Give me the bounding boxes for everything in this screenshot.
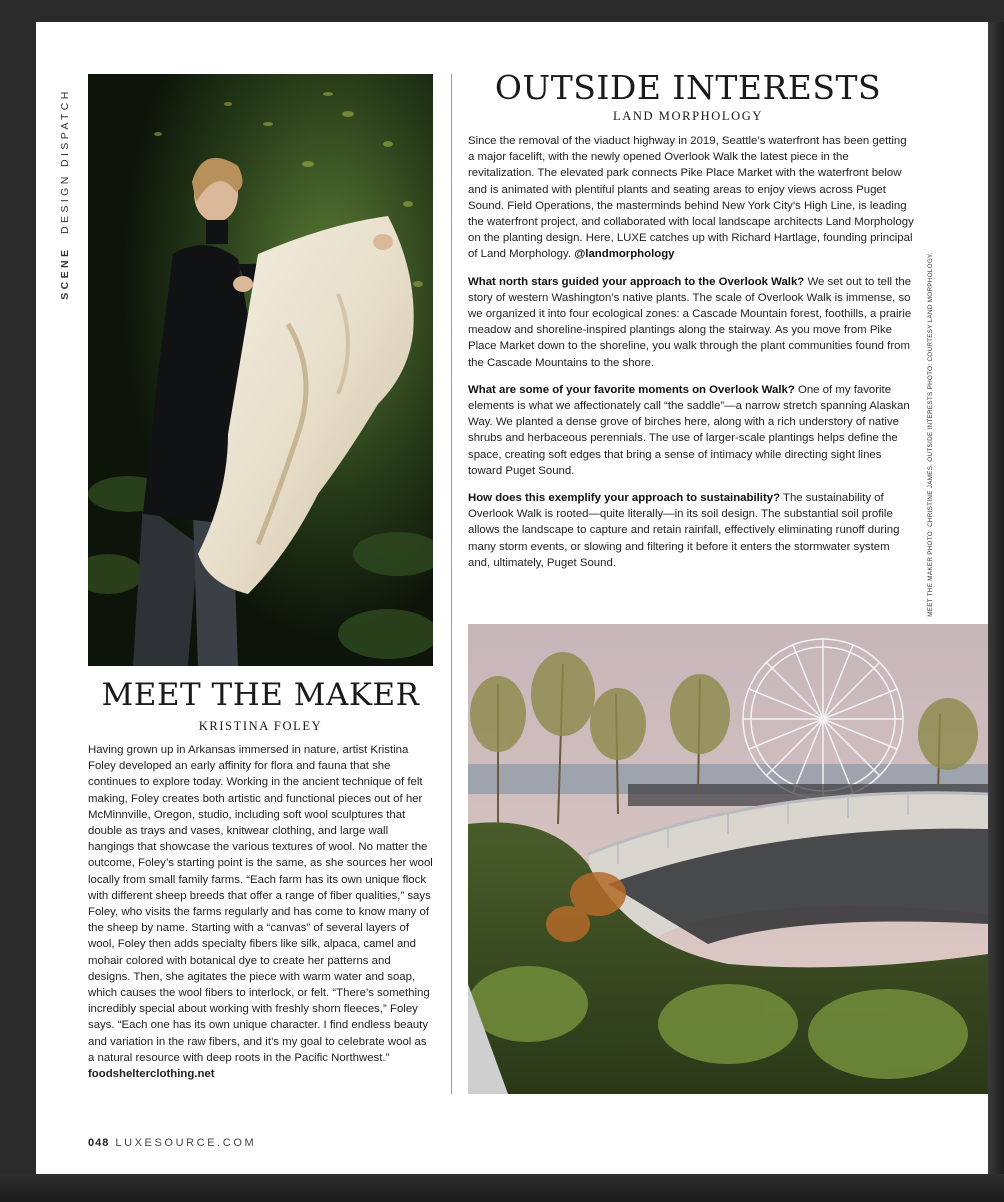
question: How does this exemplify your approach to sustainability? xyxy=(468,492,781,505)
meet-the-maker-body xyxy=(88,742,436,1082)
question: What are some of your favorite moments on Overlook Walk? xyxy=(468,383,795,396)
photo-credit xyxy=(924,251,936,617)
outside-interests-subtitle: LAND MORPHOLOGY xyxy=(612,109,764,123)
section-label xyxy=(57,74,73,314)
answer: One of my favorite elements is what we affectionately call “the saddle”—a narrow stretch spanning Alaskan Way. We planted a dense grove of birches here, along with a rich understory of native shrubs and herbaceous perennials. The use of larger-scale plantings helps define the space, creating soft edges that bring a sense of intimacy while directing sight lines toward Puget Sound. xyxy=(468,383,910,477)
maker-body-text: Having grown up in Arkansas immersed in nature, artist Kristina Foley developed an early affinity for flora and fauna that she continues to explore today. Working in the ancient technique of felt making, Foley creates both artistic and functional pieces out of her McMinnville, Oregon, studio, including soft wool sculptures that double as trays and vases, knitwear clothing, and large wall hangings that showcase the various textures of wool. No matter the outcome, Foley’s starting point is the same, as she sources her wool locally from small family farms. “Each farm has its own unique flock with different sheep breeds that offer a range of fiber qualities,” says Foley, who visits the farms regularly and has come to know many of the sheep by name. Starting with a “canvas” of several layers of wool, Foley then adds specialty fibers like silk, alpaca, camel and mohair colored with botanical dye to create her patterns and designs. Then, she agitates the piece with warm water and soap, which causes the wool fibers to interlock, or felt. “There’s something incredibly special about working with freshly shorn fleeces,” Foley says. “Each one has its own unique character. I find endless beauty and variation in the raw fibers, and it’s my goal to celebrate wool as a natural resource with deep roots in the Pacific Northwest.” xyxy=(88,744,433,1064)
page-bottom-shadow xyxy=(0,1174,1004,1202)
outside-interests-body xyxy=(468,133,914,582)
intro-paragraph xyxy=(468,133,914,263)
answer: We set out to tell the story of western Washington’s native plants. The scale of Overlook Walk is immense, so we organized it into four ecological zones: a Cascade Mountain forest, foothills, a prairie meadow and shoreline-inspired plantings along the stairway. As you move from Pike Place Market down to the shoreline, you walk through the plant communities found from the Cascade Mountains to the shore. xyxy=(468,275,912,369)
qa-item xyxy=(468,490,914,571)
overlook-walk-photo xyxy=(468,624,988,1094)
site-name: LUXESOURCE.COM xyxy=(115,1137,257,1149)
maker-website-link[interactable]: foodshelterclothing.net xyxy=(88,1068,215,1081)
column-divider xyxy=(451,74,452,1094)
next-page-edge xyxy=(988,22,1004,1202)
page-footer xyxy=(88,1137,256,1149)
qa-item xyxy=(468,274,914,371)
section-label-bold: SCENE xyxy=(59,246,72,300)
answer: The sustainability of Overlook Walk is rooted—quite literally—in its soil design. The substantial soil profile allows the landscape to capture and retain rainfall, effectively eliminating runoff during many storm events, or slowing and filtering it before it enters the stormwater system and, ultimately, Puget Sound. xyxy=(468,492,900,569)
qa-item xyxy=(468,382,914,479)
overlook-walk-illustration xyxy=(468,624,988,1094)
meet-the-maker-title: MEET THE MAKER xyxy=(101,677,420,713)
maker-photo-illustration xyxy=(88,74,433,666)
question: What north stars guided your approach to the Overlook Walk? xyxy=(468,275,805,288)
maker-photo xyxy=(88,74,433,666)
outside-interests-title: OUTSIDE INTERESTS xyxy=(494,68,882,107)
meet-the-maker-subtitle: KRISTINA FOLEY xyxy=(198,719,323,733)
handle-link[interactable]: @landmorphology xyxy=(574,248,675,261)
section-label-rest: DESIGN DISPATCH xyxy=(59,88,72,234)
photo-credit-text: MEET THE MAKER PHOTO: CHRISTINE JAMES. OUTSIDE INTERESTS PHOTO: COURTESY LAND MORPHOLOGY. xyxy=(926,251,934,617)
page-number: 048 xyxy=(88,1137,110,1149)
intro-text: Since the removal of the viaduct highway in 2019, Seattle’s waterfront has been getting a major facelift, with the newly opened Overlook Walk the latest piece in the revitalization. The elevated park connects Pike Place Market with the waterfront below and is animated with plentiful plants and seating areas to enjoy views across Puget Sound. Field Operations, the masterminds behind New York City’s High Line, is leading the waterfront project, and collaborated with local landscape architects Land Morphology on the planting design. Here, LUXE catches up with Richard Hartlage, founding principal of Land Morphology. xyxy=(468,135,914,261)
